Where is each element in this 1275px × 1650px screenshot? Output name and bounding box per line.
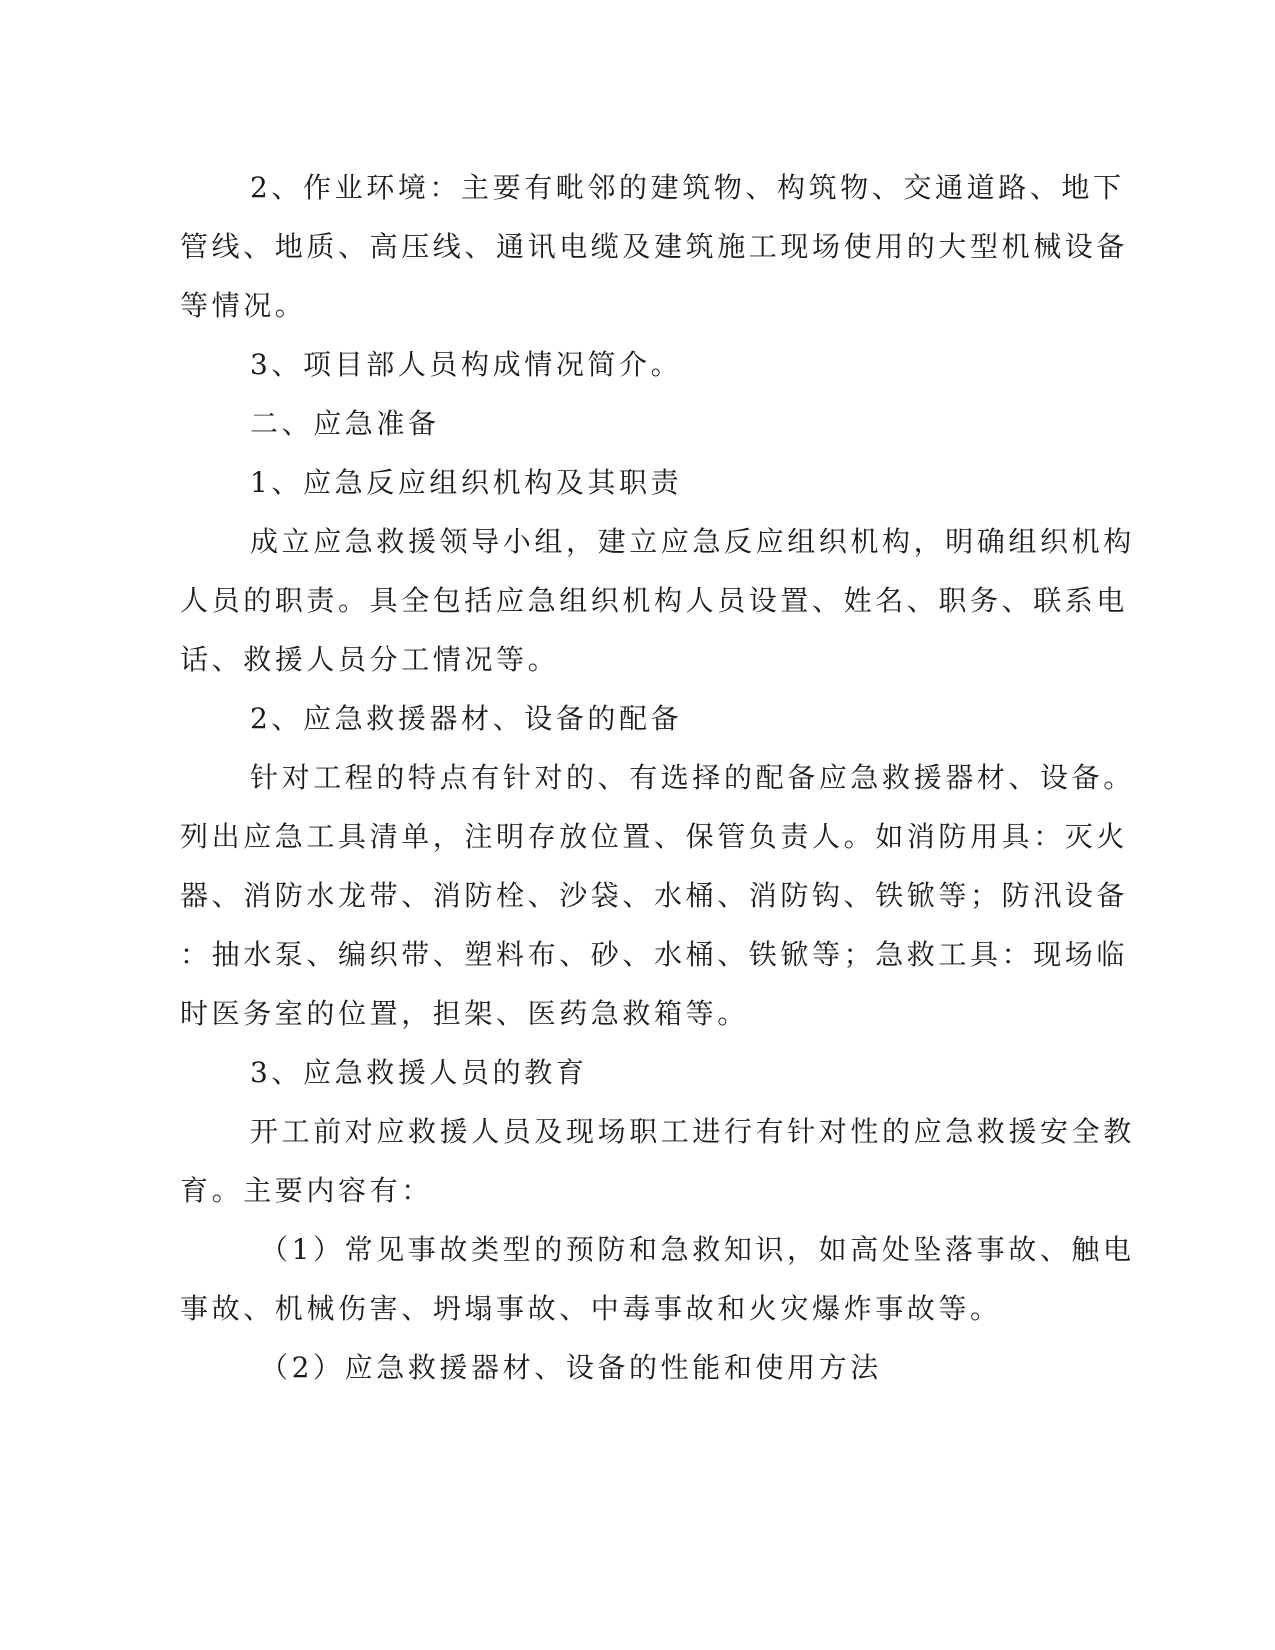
subsection-heading: 3、应急救援人员的教育	[250, 1056, 588, 1089]
paragraph-line: 等情况。	[180, 289, 307, 322]
paragraph-line: 器、消防水龙带、消防栓、沙袋、水桶、消防钩、铁锨等；防汛设备	[180, 879, 1129, 912]
paragraph-line: 话、救援人员分工情况等。	[180, 643, 560, 676]
subsection-heading: 2、应急救援器材、设备的配备	[250, 702, 683, 735]
paragraph-line: 成立应急救援领导小组，建立应急反应组织机构，明确组织机构	[250, 525, 1135, 558]
list-item: （1）常见事故类型的预防和急救知识，如高处坠落事故、触电	[260, 1233, 1135, 1266]
list-item: （2）应急救援器材、设备的性能和使用方法	[260, 1351, 882, 1384]
paragraph-line: 列出应急工具清单，注明存放位置、保管负责人。如消防用具：灭火	[180, 820, 1129, 853]
subsection-heading: 1、应急反应组织机构及其职责	[250, 466, 683, 499]
section-heading: 二、应急准备	[250, 407, 440, 440]
document-body	[180, 158, 1135, 1397]
paragraph-line: 时医务室的位置，担架、医药急救箱等。	[180, 997, 749, 1030]
paragraph-line: 人员的职责。具全包括应急组织机构人员设置、姓名、职务、联系电	[180, 584, 1129, 617]
paragraph-line: 2、作业环境：主要有毗邻的建筑物、构筑物、交通道路、地下	[250, 171, 1125, 204]
paragraph-line: 事故、机械伤害、坍塌事故、中毒事故和火灾爆炸事故等。	[180, 1292, 1002, 1325]
paragraph-line: 3、项目部人员构成情况简介。	[250, 348, 683, 381]
paragraph-line: 管线、地质、高压线、通讯电缆及建筑施工现场使用的大型机械设备	[180, 230, 1129, 263]
paragraph-line: 针对工程的特点有针对的、有选择的配备应急救援器材、设备。	[250, 761, 1135, 794]
paragraph-line: 开工前对应救援人员及现场职工进行有针对性的应急救援安全教	[250, 1115, 1135, 1148]
paragraph-line: ：抽水泵、编织带、塑料布、砂、水桶、铁锨等；急救工具：现场临	[180, 938, 1129, 971]
paragraph-line: 育。主要内容有：	[180, 1174, 433, 1207]
